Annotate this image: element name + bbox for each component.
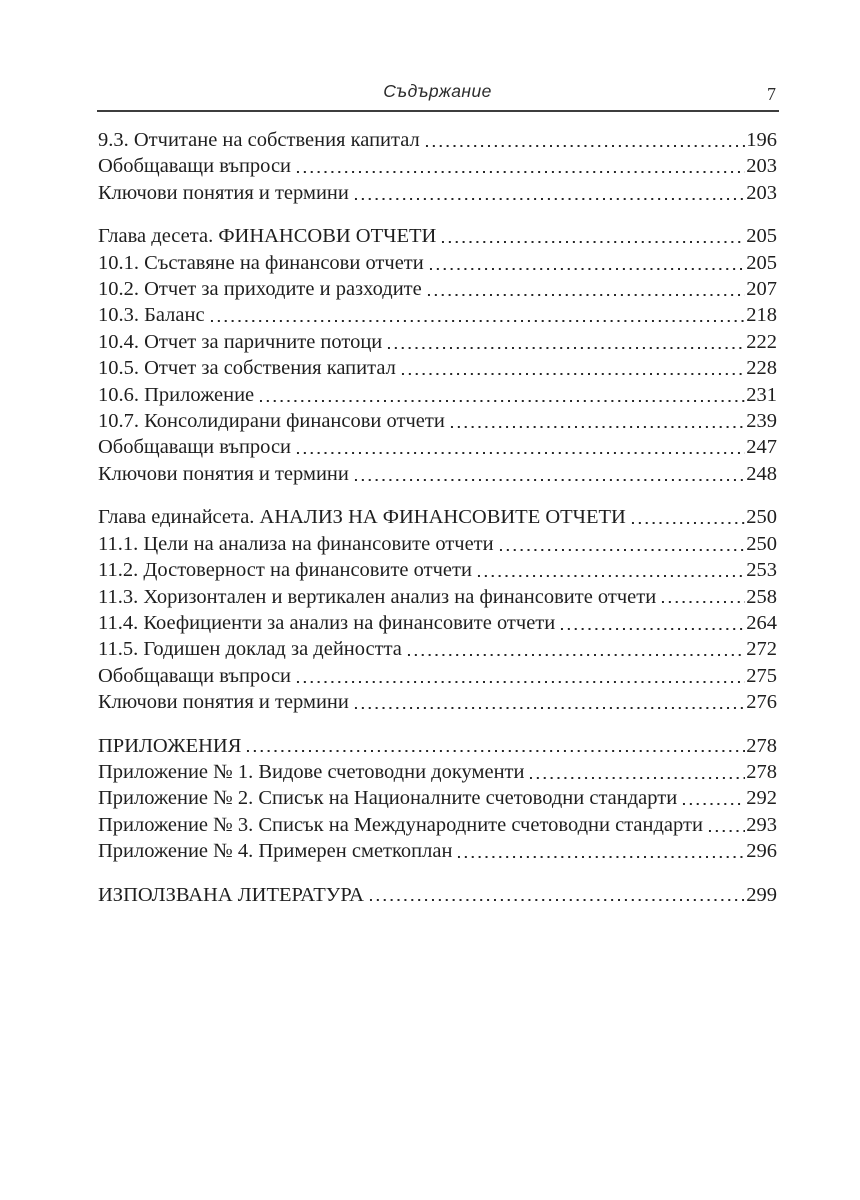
dot-leader bbox=[353, 476, 745, 484]
toc-entry-page: 222 bbox=[746, 330, 777, 353]
toc-entry-title: 10.2. Отчет за приходите и разходите bbox=[98, 278, 422, 301]
dot-leader bbox=[498, 546, 746, 554]
dot-leader bbox=[295, 678, 745, 686]
toc-entry-page: 275 bbox=[746, 664, 777, 687]
toc-entry bbox=[98, 689, 777, 715]
toc-entry bbox=[98, 223, 777, 249]
toc-entry-title: Обобщаващи въпроси bbox=[98, 664, 292, 687]
toc-entry-page: 272 bbox=[746, 638, 777, 661]
toc-entry bbox=[98, 584, 777, 610]
toc-section bbox=[98, 882, 777, 908]
toc-entry-title: ПРИЛОЖЕНИЯ bbox=[98, 734, 242, 757]
toc-entry-title: Ключови понятия и термини bbox=[98, 462, 349, 485]
header-rule bbox=[97, 110, 779, 112]
toc-entry bbox=[98, 838, 777, 864]
dot-leader bbox=[559, 625, 745, 633]
toc-entry-page: 264 bbox=[746, 611, 777, 634]
toc-entry-title: Глава десета. ФИНАНСОВИ ОТЧЕТИ bbox=[98, 225, 437, 248]
toc-entry bbox=[98, 461, 777, 487]
toc-entry-page: 247 bbox=[746, 436, 777, 459]
toc-entry-title: 10.5. Отчет за собствения капитал bbox=[98, 357, 396, 380]
dot-leader bbox=[528, 774, 745, 782]
toc-entry-page: 258 bbox=[746, 585, 777, 608]
toc-entry-title: Ключови понятия и термини bbox=[98, 181, 349, 204]
toc-section bbox=[98, 504, 777, 715]
toc-entry bbox=[98, 759, 777, 785]
toc-entry bbox=[98, 382, 777, 408]
toc-entry bbox=[98, 434, 777, 460]
toc-entry bbox=[98, 329, 777, 355]
toc-entry-page: 278 bbox=[746, 734, 777, 757]
dot-leader bbox=[681, 800, 745, 808]
toc-entry-title: Глава единайсета. АНАЛИЗ НА ФИНАНСОВИТЕ ОТЧЕТИ bbox=[98, 506, 626, 529]
toc-section bbox=[98, 733, 777, 865]
toc-entry bbox=[98, 276, 777, 302]
dot-leader bbox=[209, 317, 746, 325]
toc-entry bbox=[98, 733, 777, 759]
toc-entry-page: 228 bbox=[746, 357, 777, 380]
toc-entry-title: Приложение № 3. Списък на Международните счетоводни стандарти bbox=[98, 813, 703, 836]
page-header-title: Съдържание bbox=[383, 81, 492, 101]
toc-entry bbox=[98, 812, 777, 838]
toc-entry-title: 11.1. Цели на анализа на финансовите отчети bbox=[98, 532, 494, 555]
toc-entry-title: 10.4. Отчет за паричните потоци bbox=[98, 330, 383, 353]
dot-leader bbox=[295, 168, 745, 176]
toc-section bbox=[98, 127, 777, 206]
page-content bbox=[98, 0, 777, 908]
toc-entry bbox=[98, 557, 777, 583]
dot-leader bbox=[245, 747, 745, 755]
toc-section bbox=[98, 223, 777, 487]
toc-entry bbox=[98, 180, 777, 206]
toc-entry-page: 218 bbox=[746, 304, 777, 327]
toc-entry-page: 296 bbox=[746, 840, 777, 863]
dot-leader bbox=[424, 142, 746, 150]
toc-entry-page: 278 bbox=[746, 760, 777, 783]
toc-entry bbox=[98, 663, 777, 689]
toc-entry-page: 248 bbox=[746, 462, 777, 485]
toc-entry bbox=[98, 355, 777, 381]
toc-entry bbox=[98, 153, 777, 179]
toc-entry-title: 11.4. Коефициенти за анализ на финансовите отчети bbox=[98, 611, 556, 634]
dot-leader bbox=[353, 704, 745, 712]
toc-entry-title: 11.5. Годишен доклад за дейността bbox=[98, 638, 402, 661]
toc-entry-title: Обобщаващи въпроси bbox=[98, 155, 292, 178]
dot-leader bbox=[660, 598, 745, 606]
dot-leader bbox=[449, 423, 745, 431]
toc-entry-page: 203 bbox=[746, 155, 777, 178]
toc-entry-page: 239 bbox=[746, 410, 777, 433]
toc-entry bbox=[98, 882, 777, 908]
dot-leader bbox=[368, 896, 745, 904]
toc-entry-title: Приложение № 4. Примерен сметкоплан bbox=[98, 840, 453, 863]
dot-leader bbox=[258, 397, 745, 405]
header-page-number: 7 bbox=[767, 84, 776, 104]
toc-entry-page: 196 bbox=[746, 129, 777, 151]
dot-leader bbox=[440, 238, 745, 246]
toc-entry bbox=[98, 302, 777, 328]
toc-entry-page: 292 bbox=[746, 787, 777, 810]
toc-entry-page: 250 bbox=[746, 532, 777, 555]
dot-leader bbox=[386, 344, 745, 352]
page-header bbox=[98, 0, 777, 112]
toc-entry-title: Приложение № 2. Списък на Националните счетоводни стандарти bbox=[98, 787, 678, 810]
dot-leader bbox=[707, 827, 745, 835]
toc-entry-title: Обобщаващи въпроси bbox=[98, 436, 292, 459]
toc-entry-page: 299 bbox=[746, 883, 777, 906]
toc-entry bbox=[98, 250, 777, 276]
toc-entry-title: 11.3. Хоризонтален и вертикален анализ на финансовите отчети bbox=[98, 585, 657, 608]
toc-entry-page: 253 bbox=[746, 559, 777, 582]
toc-entry-title: 9.3. Отчитане на собствения капитал bbox=[98, 129, 420, 151]
toc-entry-page: 250 bbox=[746, 506, 777, 529]
toc-entry bbox=[98, 408, 777, 434]
toc-entry-page: 203 bbox=[746, 181, 777, 204]
toc-entry-page: 231 bbox=[746, 383, 777, 406]
dot-leader bbox=[406, 651, 745, 659]
toc-entry bbox=[98, 636, 777, 662]
toc-entry-page: 205 bbox=[746, 225, 777, 248]
toc-entry bbox=[98, 531, 777, 557]
dot-leader bbox=[428, 265, 746, 273]
toc-entry bbox=[98, 127, 777, 153]
toc-entry-title: 11.2. Достоверност на финансовите отчети bbox=[98, 559, 472, 582]
toc-entry-title: Приложение № 1. Видове счетоводни документи bbox=[98, 760, 525, 783]
toc-entry bbox=[98, 504, 777, 530]
toc-entry bbox=[98, 785, 777, 811]
dot-leader bbox=[295, 449, 745, 457]
toc-entry-title: 10.7. Консолидирани финансови отчети bbox=[98, 410, 445, 433]
toc-entry-title: 10.1. Съставяне на финансови отчети bbox=[98, 251, 424, 274]
toc bbox=[98, 112, 777, 908]
toc-entry-page: 276 bbox=[746, 691, 777, 714]
toc-entry-title: 10.6. Приложение bbox=[98, 383, 255, 406]
dot-leader bbox=[630, 519, 745, 527]
dot-leader bbox=[426, 291, 746, 299]
dot-leader bbox=[456, 853, 745, 861]
toc-entry-title: ИЗПОЛЗВАНА ЛИТЕРАТУРА bbox=[98, 883, 364, 906]
toc-entry-page: 293 bbox=[746, 813, 777, 836]
dot-leader bbox=[476, 572, 745, 580]
dot-leader bbox=[353, 195, 745, 203]
toc-entry bbox=[98, 610, 777, 636]
dot-leader bbox=[400, 370, 745, 378]
toc-entry-page: 205 bbox=[746, 251, 777, 274]
toc-entry-page: 207 bbox=[746, 278, 777, 301]
toc-entry-title: 10.3. Баланс bbox=[98, 304, 205, 327]
toc-entry-title: Ключови понятия и термини bbox=[98, 691, 349, 714]
